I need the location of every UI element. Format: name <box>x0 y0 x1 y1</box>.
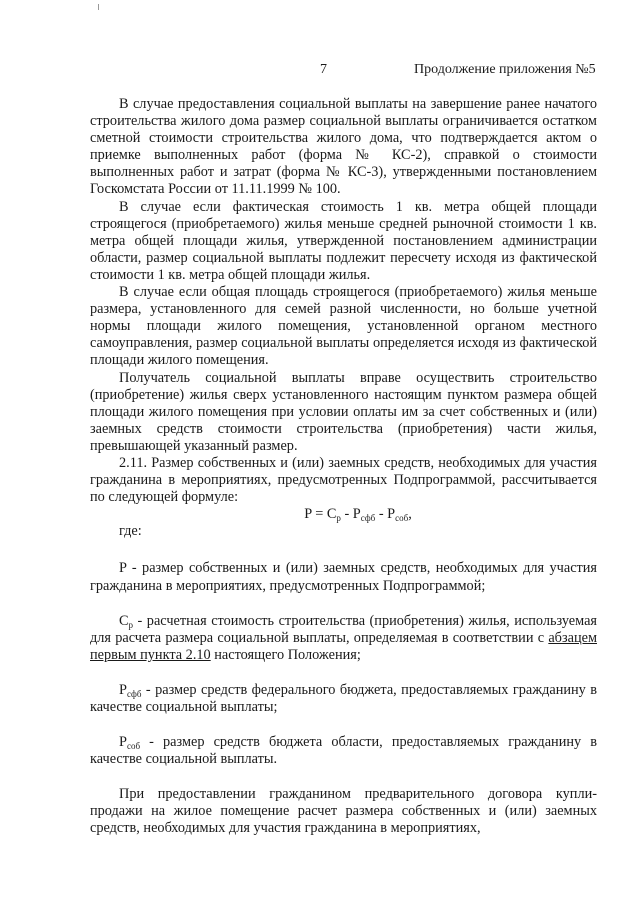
symbol-p: P <box>119 560 127 577</box>
definition-cp-text: - расчетная стоимость строительства (приобретения) жилья, используемая для расчета размера социальной выплаты, определяемая в соответствии с <box>90 612 597 646</box>
page-header <box>0 62 640 82</box>
page-number: 7 <box>320 62 327 77</box>
symbol-c: C <box>119 612 129 629</box>
definition-p-text: - размер собственных и (или) заемных средств, необходимых для участия гражданина в мероприятиях, предусмотренных Подпрограммой; <box>90 560 598 594</box>
symbol-p-sfb: P <box>119 681 127 698</box>
formula <box>90 506 597 523</box>
definition-psfb-text: - размер средств федерального бюджета, предоставляемых гражданину в качестве социальной выплаты; <box>90 681 597 715</box>
paragraph-extra-area: Получатель социальной выплаты вправе осуществить строительство (приобретение) жилья сверх установленного настоящим пунктом размера общей площади жилого помещения при условии оплаты им за счет собственных и (или) заемных средств стоимости строительства (приобретения) части жилья, превышающей указанный размер. <box>90 369 597 454</box>
definition-p <box>90 560 597 594</box>
symbol-c-sub: р <box>128 619 134 630</box>
paragraph-2-11: 2.11. Размер собственных и (или) заемных средств, необходимых для участия гражданина в мероприятиях, предусмотренных Подпрограммой, рассчитывается по следующей формуле: <box>90 454 597 506</box>
definition-cp <box>90 613 597 664</box>
definition-psfb <box>90 682 597 716</box>
symbol-p-sob: P <box>119 734 127 751</box>
formula-sub-sfb: сфб <box>360 513 376 524</box>
symbol-sfb-sub: сфб <box>126 688 142 699</box>
formula-end: , <box>408 506 412 523</box>
definition-psob <box>90 734 597 768</box>
paragraph-actual-cost: В случае если фактическая стоимость 1 кв. метра общей площади строящегося (приобретаемого) жилья меньше средней рыночной стоимости 1 кв. метра общей площади жилья, утвержденной постановлением администрации области, размер социальной выплаты подлежит пересчету исходя из фактической стоимости 1 кв. метра общей площади жилья. <box>90 198 597 283</box>
document-body <box>90 96 597 838</box>
symbol-sob-sub: соб <box>126 741 141 752</box>
paragraph-area-smaller: В случае если общая площадь строящегося (приобретаемого) жилья меньше размера, установленного для семей разной численности, но больше учетной нормы площади жилого помещения, установленной органом местного самоуправления, размер социальной выплаты определяется исходя из фактической площади жилого помещения. <box>90 284 597 369</box>
where-label: где: <box>119 523 142 540</box>
paragraph-preliminary-contract: При предоставлении гражданином предварительного договора купли-продажи на жилое помещение расчет размера собственных и (или) заемных средств, необходимых для участия гражданина в мероприятиях, <box>90 786 597 837</box>
definition-psob-text: - размер средств бюджета области, предоставляемых гражданину в качестве социальной выплаты. <box>90 734 597 768</box>
formula-minus-1: - P <box>340 506 361 523</box>
formula-minus-2: - P <box>375 506 396 523</box>
formula-lhs: P = C <box>304 506 337 523</box>
paragraph-unfinished-construction: В случае предоставления социальной выплаты на завершение ранее начатого строительства жилого дома размер социальной выплаты ограничивается остатком сметной стоимости строительства жилого дома, что подтверждается актом о приемке выполненных работ (форма № КС-2), справкой о стоимости выполненных работ и затрат (форма № КС-3), утвержденными постановлением Госкомстата России от 11.11.1999 № 100. <box>90 96 597 198</box>
appendix-continuation-label: Продолжение приложения №5 <box>414 62 596 77</box>
formula-sub-sob: соб <box>395 513 409 524</box>
definition-cp-text-end: настоящего Положения; <box>214 646 361 663</box>
scan-mark <box>98 4 99 10</box>
link-paragraph-2-10[interactable]: абзацем первым пункта 2.10 <box>90 629 597 663</box>
formula-sub-p: р <box>336 513 341 524</box>
